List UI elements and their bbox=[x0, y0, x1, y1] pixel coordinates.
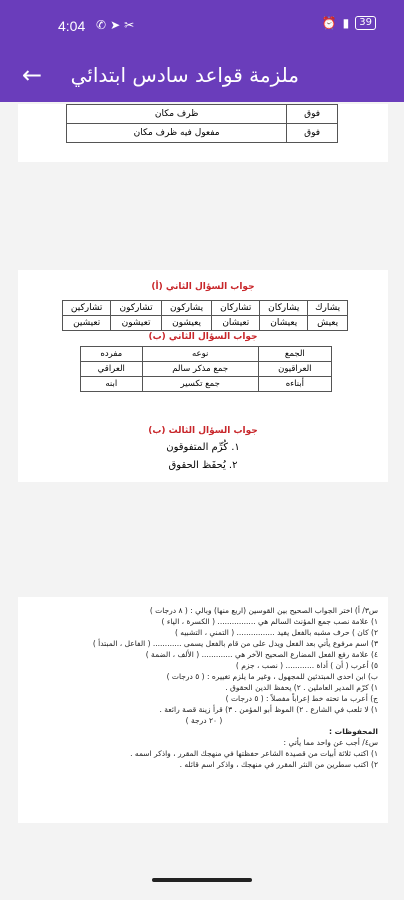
table-cell: العراقيون bbox=[258, 362, 331, 377]
table-cell: تشاركان bbox=[212, 301, 260, 316]
notification-icons bbox=[96, 18, 138, 32]
pdf-page-3[interactable] bbox=[18, 597, 388, 823]
table-cell: تشاركون bbox=[111, 301, 162, 316]
table-cell: فوق bbox=[287, 105, 338, 124]
table-cell: ظرف مكان bbox=[67, 105, 287, 124]
table-header-cell: نوعه bbox=[142, 347, 258, 362]
table-cell: يعيش bbox=[308, 316, 348, 331]
exam-line: ب) ابن احدى المبتدئين للمجهول ، وغير ما يلزم تغييره : ( ٥ درجات ) bbox=[166, 672, 378, 681]
table-cell: ابنه bbox=[81, 377, 143, 392]
battery-icon: 39 bbox=[355, 16, 376, 30]
table-cell: فوق bbox=[287, 124, 338, 143]
answer-line: ٢. يُحفَظ الحقوق bbox=[168, 460, 238, 471]
pdf-page-2[interactable] bbox=[18, 270, 388, 482]
back-arrow-icon[interactable]: ← bbox=[21, 61, 43, 89]
telegram-icon: ➤ bbox=[110, 18, 125, 32]
exam-line: ( ٢٠ درجة ) bbox=[185, 716, 223, 725]
exam-text bbox=[30, 605, 378, 770]
exam-line: المحفوظات : bbox=[329, 727, 378, 736]
plural-table bbox=[80, 346, 332, 392]
exam-line: س٤/ أجب عن واحد مما يأتي : bbox=[283, 738, 378, 747]
table-cell: تعيشان bbox=[212, 316, 260, 331]
table-cell: جمع تكسير bbox=[142, 377, 258, 392]
table-header-cell: مفرده bbox=[81, 347, 143, 362]
alarm-icon: ⏰ bbox=[321, 16, 337, 30]
page1-table bbox=[66, 104, 338, 143]
exam-line: ١) اكتب ثلاثة أبيات من قصيدة الشاعر حفظتها في منهجك المقرر ، واذكر اسمه . bbox=[130, 749, 378, 758]
table-cell: جمع مذكر سالم bbox=[142, 362, 258, 377]
whatsapp-icon: ✆ bbox=[96, 18, 111, 32]
scissors-icon: ✂ bbox=[124, 18, 139, 32]
exam-line: ١) لا تلعب في الشارع . ٢) الموظ أبو المؤمن . ٣) قرأ زينة قصة رائعة . bbox=[159, 705, 378, 714]
exam-line: ٢) كان ) حرف مشبه بالفعل يفيد ................ ( التمني ، التشبيه ) bbox=[175, 628, 378, 637]
table-cell: يشاركون bbox=[161, 301, 212, 316]
exam-line: ٥) أعرب ( أن ) أداة ............ ( نصب ، جزم ) bbox=[235, 661, 378, 670]
page-title: ملزمة قواعد سادس ابتدائي bbox=[70, 63, 299, 87]
table-cell: تعيشون bbox=[111, 316, 162, 331]
table-cell: تعيشين bbox=[63, 316, 111, 331]
conjugation-table bbox=[62, 300, 348, 331]
status-bar bbox=[0, 0, 404, 50]
home-gesture-handle[interactable] bbox=[152, 878, 252, 882]
table-cell: يشارك bbox=[308, 301, 348, 316]
section-heading: جواب السؤال الثالث (ب) bbox=[148, 426, 258, 436]
vibrate-icon: ▮ bbox=[342, 16, 350, 30]
system-icons bbox=[322, 16, 376, 30]
table-cell: يعيشان bbox=[260, 316, 308, 331]
gesture-nav-bar bbox=[0, 860, 404, 900]
exam-line: ١) كرّم المدير العاملين . ٢) يحفظ الدين الحقوق . bbox=[225, 683, 378, 692]
section-heading: جواب السؤال الثاني (ب) bbox=[148, 332, 258, 342]
table-cell: العراقي bbox=[81, 362, 143, 377]
status-time: 4:04 bbox=[58, 18, 86, 34]
table-cell: مفعول فيه ظرف مكان bbox=[67, 124, 287, 143]
exam-line: ١) علامة نصب جمع المؤنث السالم هي ................ ( الكسرة ، الياء ) bbox=[161, 617, 378, 626]
exam-line: ٤) علامة رفع الفعل المضارع الصحيح الآخر هي ............. ( الألف ، الضمة ) bbox=[145, 650, 378, 659]
pdf-page-1[interactable] bbox=[18, 104, 388, 162]
table-cell: يشاركان bbox=[260, 301, 308, 316]
exam-line: ٣) اسم مرفوع يأتي بعد الفعل ويدل على من قام بالفعل يسمى ............ ( الفاعل ، المبتدأ ) bbox=[92, 639, 378, 648]
app-bar bbox=[0, 50, 404, 102]
table-cell: أبناءه bbox=[258, 377, 331, 392]
answer-line: ١. كُرِّم المتفوقون bbox=[166, 442, 240, 453]
exam-line: ٢) اكتب سطرين من النثر المقرر في منهجك ، واذكر اسم قائله . bbox=[179, 760, 378, 769]
table-cell: يعيشون bbox=[161, 316, 212, 331]
exam-line: س٣/ أ) اختر الجواب الصحيح بين القوسين (اربع منها) وبالي : ( ٨ درجات ) bbox=[149, 606, 378, 615]
exam-line: ج) أعرب ما تحته خط إعراباً مفصلاً : ( ٥ درجات ) bbox=[225, 694, 378, 703]
section-heading: جواب السؤال الثاني (أ) bbox=[151, 282, 255, 292]
table-header-cell: الجمع bbox=[258, 347, 331, 362]
table-cell: تشاركين bbox=[63, 301, 111, 316]
